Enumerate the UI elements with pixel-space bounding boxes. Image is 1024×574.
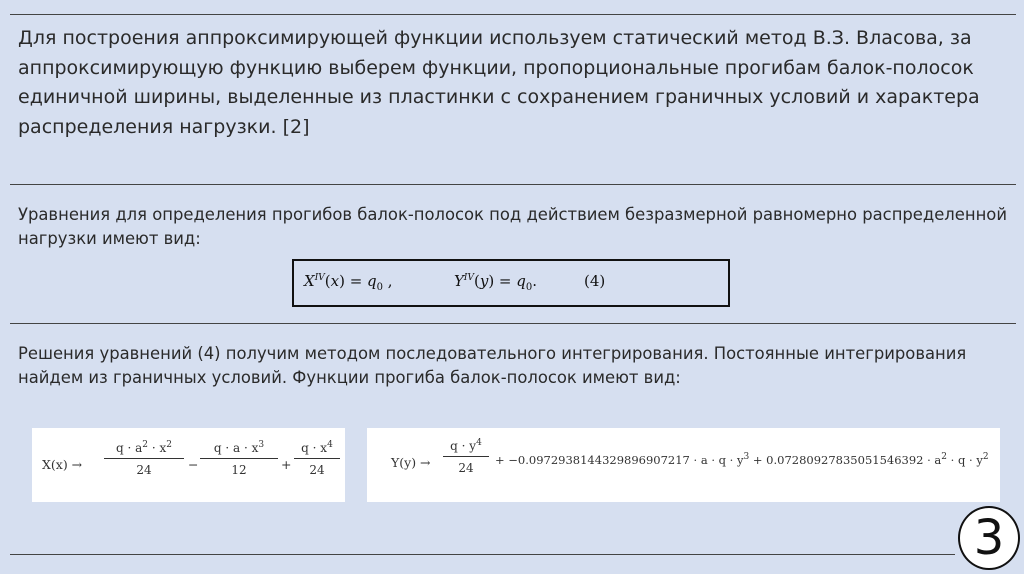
- formula-x-term3: $q \cdot x^4$ 24: [294, 440, 340, 477]
- equation-box: [292, 259, 730, 307]
- intro-paragraph: Для построения аппроксимирующей функции используем статический метод В.З. Власова, за аппроксимирующую функцию выберем функции, пропорциональные прогибам балок-полосок единичной ширины, выделенные из пластинки с сохранением граничных условий и характера распределения нагрузки. [2]: [18, 27, 980, 138]
- top-rule: [10, 14, 1016, 15]
- equations-paragraph: Уравнения для определения прогибов балок-полосок под действием безразмерной равномерно распределенной нагрузки имеют вид:: [18, 205, 1007, 248]
- equation-y: $Y^{IV}(y) = q_0$.: [454, 272, 538, 293]
- equation-x: $X^{IV}(x) = q_0$ ,: [304, 272, 393, 293]
- equation-number: (4): [584, 272, 606, 290]
- formula-x-op1: −: [188, 457, 199, 472]
- formula-y-rest: + $-0.0972938144329896907217 \cdot a \cdot q \cdot y^3$ + 0.0728092783505154639​2 · $a^2 \cdot q \cdot y^2$: [495, 452, 989, 467]
- formula-y-term1: $q \cdot y^4$ 24: [443, 438, 489, 475]
- formula-y-lhs: Y(y) →: [391, 455, 431, 470]
- formula-x-lhs: X(x) →: [42, 457, 83, 472]
- formula-x-panel: [32, 428, 345, 502]
- formula-y-panel: [367, 428, 1000, 502]
- formula-x-op2: +: [281, 457, 292, 472]
- separator-rule-1: [10, 184, 1016, 185]
- formula-x-term1: $q \cdot a^2 \cdot x^2$ 24: [104, 440, 184, 477]
- solutions-paragraph: Решения уравнений (4) получим методом последовательного интегрирования. Постоянные интегрирования найдем из граничных условий. Функции прогиба балок-полосок имеют вид:: [18, 344, 967, 387]
- bottom-rule: [10, 554, 955, 555]
- separator-rule-2: [10, 323, 1016, 324]
- slide-number-badge: 3: [958, 506, 1020, 570]
- formula-x-term2: $q \cdot a \cdot x^3$ 12: [200, 440, 278, 477]
